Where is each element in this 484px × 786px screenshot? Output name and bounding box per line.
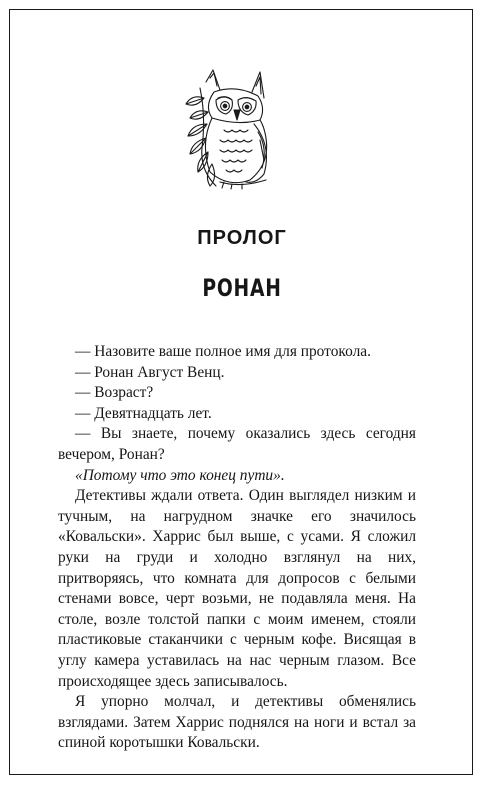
dialogue-line: — Девятнадцать лет.: [75, 404, 212, 422]
owl-icon: [180, 68, 280, 190]
dialogue-line: — Вы знаете, почему оказались здесь сегодня вечером, Ронан?: [58, 425, 416, 463]
dialogue-line: — Назовите ваше полное имя для протокола.: [75, 343, 371, 360]
dialogue-line: — Ронан Август Венц.: [75, 363, 225, 381]
chapter-name: РОНАН: [202, 274, 282, 302]
text-body: [58, 342, 416, 754]
dialogue-line: — Возраст?: [75, 384, 154, 402]
body-paragraph: Я упорно молчал, и детективы обменялись взглядами. Затем Харрис поднялся на ноги и встал за спиной коротышки Ковальски.: [58, 693, 416, 752]
inner-thought: «Потому что это конец пути».: [75, 466, 285, 484]
body-paragraph: Детективы ждали ответа. Один выглядел низким и тучным, на нагрудном значке его значилось «Ковальски». Харрис был выше, с усами. Я сложил руки на груди и холодно взглянул на них, притворяясь, что комната для допросов с белыми стенами вовсе, черт возьми, не подавляла меня. На столе, возле толстой папки с моим именем, стояли пластиковые стаканчики с черным кофе. Висящая в углу камера уставилась на нас черным глазом. Все происходящее здесь записывалось.: [58, 487, 416, 690]
prologue-heading: ПРОЛОГ: [197, 227, 287, 249]
